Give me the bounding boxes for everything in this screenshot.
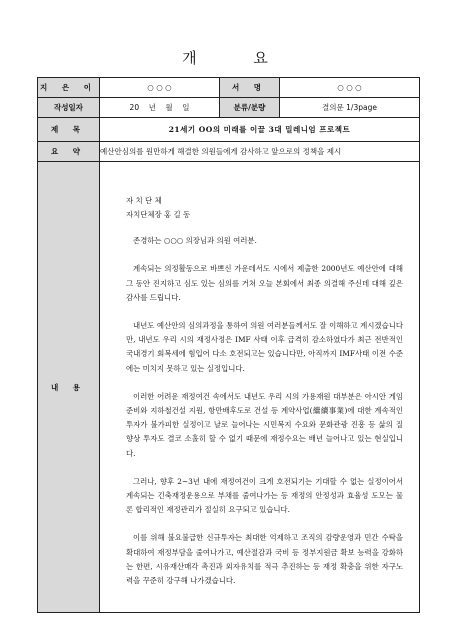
subject-value: 21세기 OO의 미래를 이끌 3대 밀레니엄 프로젝트: [100, 118, 420, 142]
paragraph-5: 이를 위해 불요불급한 신규투자는 최대한 억제하고 조직의 감량운영과 민간 수탁을 확대하여 재정부담을 줄여나가고, 예산절감과 국비 등 정부지원금 확보 능력을 강화하는 한편, 시유재산매각 촉진과 외자유치를 적극 추진하는 등 재정 확충을 위한 자구노력을 꾸준히 강구해 나가겠습니다.: [126, 533, 403, 586]
date-label: 작성일자: [38, 98, 100, 118]
submitter-value: ○ ○ ○: [100, 78, 220, 98]
subject-label: 제 목: [38, 118, 100, 142]
greeting: 존경하는 ○○○ 의장님과 의원 여러분.: [133, 236, 257, 246]
submitter-label: 지 은 이: [38, 78, 100, 98]
row-content: [38, 162, 420, 613]
row-subject: [38, 118, 420, 142]
recipient-line-2: 자치단체장 홍 길 동: [126, 209, 191, 219]
paragraph-4: 그러나, 향후 2~3년 내에 재정여건이 크게 호전되기는 기대할 수 없는 실정이어서 계속되는 긴축재정운용으로 부채를 줄여나가는 등 재정의 안정성과 효율성 도모는 물론 합리적인 재정관리가 절실히 요구되고 있습니다.: [126, 476, 403, 515]
category-label: 분류/분량: [220, 98, 280, 118]
summary-label: 요 약: [38, 142, 100, 162]
paragraph-2: 내년도 예산안의 심의과정을 통하여 의원 여러분들께서도 잘 이해하고 계시겠습니다만, 내년도 우리 시의 재정사정은 IMF 사태 이후 급격히 감소하였다가 최근 전반적인 국내경기 회복세에 힘입어 다소 호전되고는 있습니다만, 아직까지 IMF사태 이전 수준에는 미치지 못하고 있는 실정입니다.: [126, 320, 403, 373]
content-cell: [100, 162, 420, 613]
row-submitter: [38, 78, 420, 98]
summary-value: 예산안심의를 원만하게 해결한 의원들에게 감사하고 앞으로의 정책을 제시: [100, 142, 420, 162]
date-value: 20 년 월 일: [100, 98, 220, 118]
document-title: 개 요: [182, 49, 294, 67]
category-value: 결의문 1/3page: [280, 98, 420, 118]
content-body: [100, 172, 419, 588]
signature-label: 서 명: [220, 78, 280, 98]
content-label: 내 용: [38, 162, 100, 613]
summary-form: [37, 77, 420, 613]
paragraph-1: 계속되는 의정활동으로 바쁘신 가운데서도 시에서 제출한 2000년도 예산안에 대해 그 동안 진지하고 심도 있는 심의를 거쳐 오늘 본회에서 최종 의결해 주신데 대해 깊은 감사를 드립니다.: [126, 264, 403, 302]
row-date: [38, 98, 420, 118]
row-summary: [38, 142, 420, 162]
signature-value: ○ ○ ○: [280, 78, 420, 98]
recipient-line-1: 자 치 단 체: [126, 195, 162, 205]
paragraph-3: 이러한 어려운 재정여건 속에서도 내년도 우리 시의 가용재원 대부분은 아시안 게임준비와 지하철건설 지원, 항만배후도로 건설 등 계약사업(繼續事業)에 대한 계속적인 투자가 불가피한 실정이고 날로 늘어나는 시민복지 수요와 문화관광 진흥 등 삶의 질 향상 투자도 결코 소홀히 할 수 없기 때문에 재정수요는 배년 늘어나고 있는 현실입니다.: [126, 391, 403, 458]
